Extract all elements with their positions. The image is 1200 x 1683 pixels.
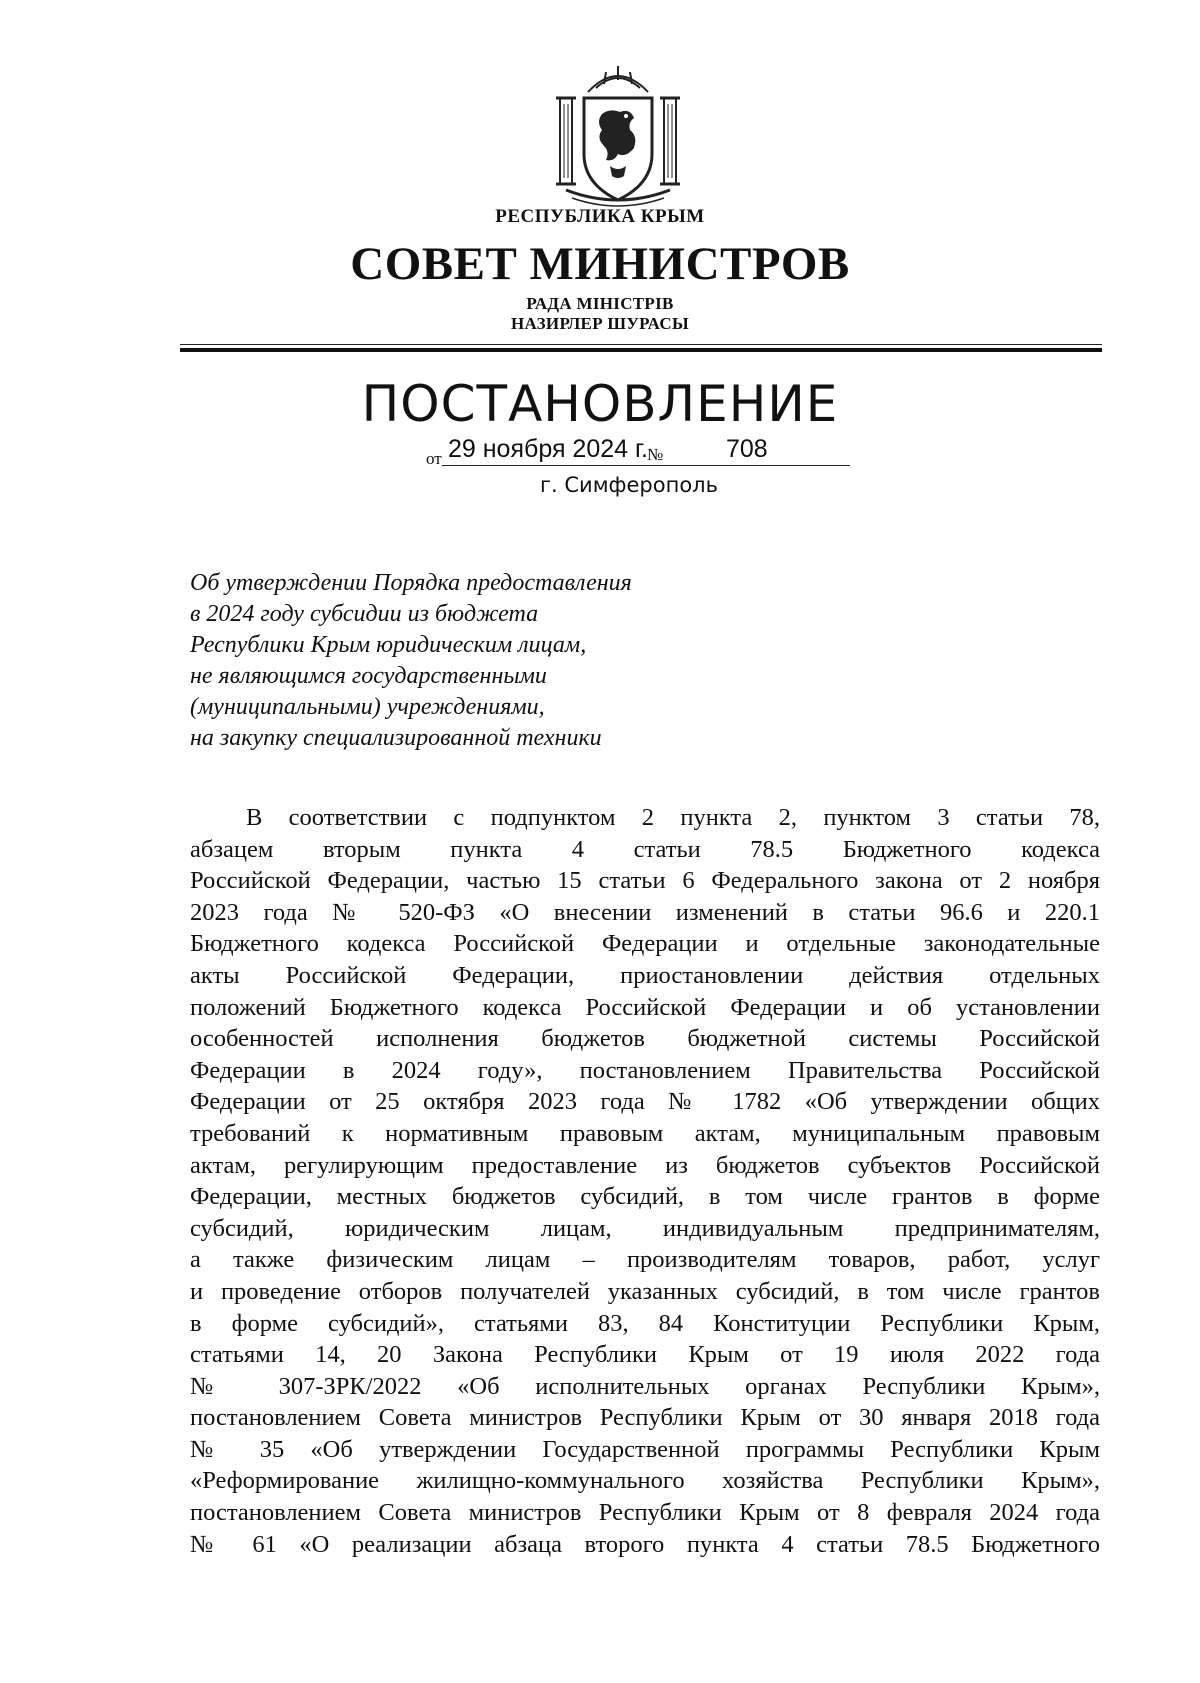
body-line: Федерации, местных бюджетов субсидий, в том числе грантов в форме — [190, 1183, 1100, 1211]
body-line: статьями 14, 20 Закона Республики Крым от 19 июля 2022 года — [190, 1341, 1100, 1369]
document-date: 29 ноября 2024 г. — [448, 435, 648, 463]
subject-line: Республики Крым юридическим лицам, — [190, 632, 587, 658]
body-line: а также физическим лицам – производителям товаров, работ, услуг — [190, 1246, 1100, 1274]
crimea-coat-of-arms-icon — [544, 58, 692, 210]
body-line: В соответствии с подпунктом 2 пункта 2, пунктом 3 статьи 78, — [246, 804, 1100, 831]
body-line: субсидий, юридическим лицам, индивидуальным предпринимателям, — [190, 1214, 1100, 1242]
body-line: Федерации в 2024 году», постановлением Правительства Российской — [190, 1056, 1100, 1084]
republic-name: РЕСПУБЛИКА КРЫМ — [495, 206, 705, 227]
council-title-ukrainian: РАДА МІНІСТРІВ — [526, 294, 674, 313]
subject-line: не являющимся государственными — [190, 663, 547, 689]
document-subject — [190, 568, 750, 754]
body-line: Федерации от 25 октября 2023 года № 1782 «Об утверждении общих — [190, 1088, 1100, 1116]
body-line: постановлением Совета министров Республики Крым от 30 января 2018 года — [190, 1404, 1100, 1432]
body-line: положений Бюджетного кодекса Российской Федерации и об установлении — [190, 993, 1100, 1021]
body-line: № 61 «О реализации абзаца второго пункта 4 статьи 78.5 Бюджетного — [190, 1530, 1100, 1558]
date-number-line — [426, 435, 850, 469]
body-line: требований к нормативным правовым актам, муниципальным правовым — [190, 1119, 1100, 1147]
document-city: г. Симферополь — [540, 473, 718, 497]
document-body — [190, 802, 1100, 1560]
subject-line: (муниципальными) учреждениями, — [190, 694, 545, 720]
body-line: в форме субсидий», статьями 83, 84 Конституции Республики Крым, — [190, 1309, 1100, 1337]
date-underline — [442, 465, 850, 466]
subject-line: на закупку специализированной техники — [190, 725, 602, 751]
subject-line: Об утверждении Порядка предоставления — [190, 570, 632, 596]
body-line: № 35 «Об утверждении Государственной программы Республики Крым — [190, 1435, 1100, 1463]
body-line: 2023 года № 520-ФЗ «О внесении изменений в статьи 96.6 и 220.1 — [190, 898, 1100, 926]
body-line: Российской Федерации, частью 15 статьи 6 Федерального закона от 2 ноября — [190, 867, 1100, 895]
body-line: и проведение отборов получателей указанных субсидий, в том числе грантов — [190, 1277, 1100, 1305]
body-line: Бюджетного кодекса Российской Федерации и отдельные законодательные — [190, 930, 1100, 958]
body-line: акты Российской Федерации, приостановлении действия отдельных — [190, 961, 1100, 989]
body-line: постановлением Совета министров Республики Крым от 8 февраля 2024 года — [190, 1499, 1100, 1527]
document-number: 708 — [726, 435, 768, 463]
body-line: № 307-ЗРК/2022 «Об исполнительных органах Республики Крым», — [190, 1372, 1100, 1400]
body-line: особенностей исполнения бюджетов бюджетной системы Российской — [190, 1025, 1100, 1053]
subject-line: в 2024 году субсидии из бюджета — [190, 601, 539, 627]
body-line: «Реформирование жилищно-коммунального хозяйства Республики Крым», — [190, 1467, 1100, 1495]
header-divider-thick — [180, 348, 1102, 352]
body-line: актам, регулирующим предоставление из бюджетов субъектов Российской — [190, 1151, 1100, 1179]
number-label: № — [647, 445, 664, 464]
body-line: абзацем вторым пункта 4 статьи 78.5 Бюджетного кодекса — [190, 835, 1100, 863]
date-prefix: от — [426, 449, 442, 468]
header-divider-thin — [180, 344, 1102, 345]
document-type-title: ПОСТАНОВЛЕНИЕ — [361, 375, 839, 433]
coat-of-arms-emblem — [544, 58, 692, 210]
council-title-crimean-tatar: НАЗИРЛЕР ШУРАСЫ — [510, 314, 689, 333]
council-title: СОВЕТ МИНИСТРОВ — [350, 238, 850, 290]
